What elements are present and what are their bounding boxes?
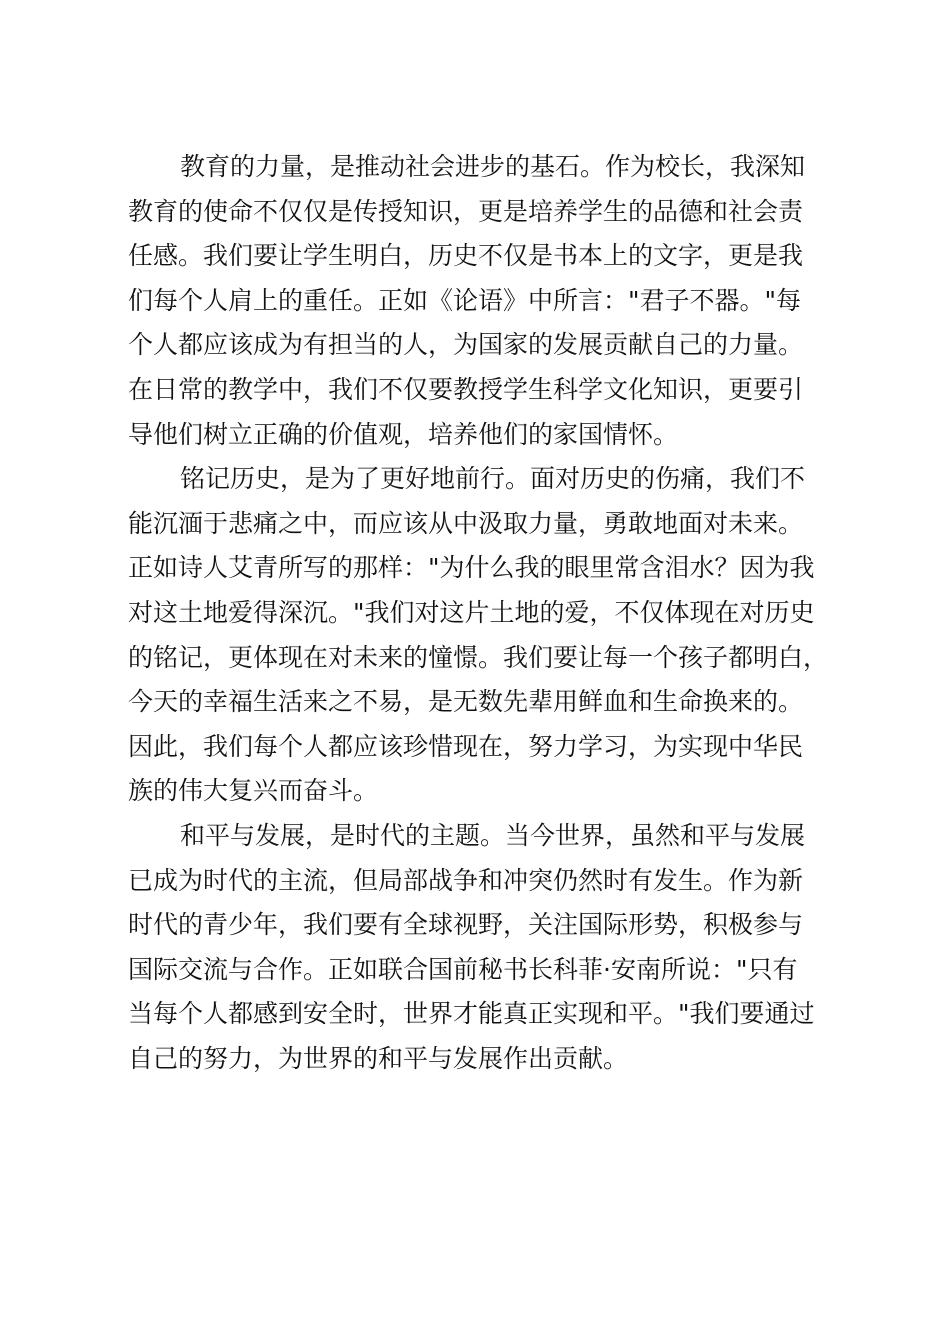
text-line: 的铭记，更体现在对未来的憧憬。我们要让每一个孩子都明白， [128, 642, 829, 672]
paragraph-peace [128, 814, 838, 1082]
text-line: 正如诗人艾青所写的那样："为什么我的眼里常含泪水？因为我 [128, 553, 815, 583]
text-line: 导他们树立正确的价值观，培养他们的家国情怀。 [128, 419, 679, 449]
text-line: 因此，我们每个人都应该珍惜现在，努力学习，为实现中华民 [128, 731, 804, 761]
text-line: 在日常的教学中，我们不仅要教授学生科学文化知识，更要引 [128, 374, 804, 404]
text-line: 们每个人肩上的重任。正如《论语》中所言："君子不器。"每 [128, 285, 802, 315]
text-line: 当每个人都感到安全时，世界才能真正实现和平。"我们要通过 [128, 999, 815, 1029]
text-line: 铭记历史，是为了更好地前行。面对历史的伤痛，我们不 [180, 464, 806, 494]
text-line: 教育的使命不仅仅是传授知识，更是培养学生的品德和社会责 [128, 196, 804, 226]
text-line: 和平与发展，是时代的主题。当今世界，虽然和平与发展 [180, 820, 806, 850]
text-line: 时代的青少年，我们要有全球视野，关注国际形势，积极参与 [128, 910, 804, 940]
paragraph-history [128, 457, 838, 814]
paragraph-education [128, 145, 838, 457]
body-text [128, 145, 838, 1081]
text-line: 今天的幸福生活来之不易，是无数先辈用鲜血和生命换来的。 [128, 687, 804, 717]
text-line: 能沉湎于悲痛之中，而应该从中汲取力量，勇敢地面对未来。 [128, 508, 804, 538]
text-line: 任感。我们要让学生明白，历史不仅是书本上的文字，更是我 [128, 241, 804, 271]
text-line: 族的伟大复兴而奋斗。 [128, 776, 379, 806]
text-line: 国际交流与合作。正如联合国前秘书长科菲·安南所说："只有 [128, 954, 798, 984]
text-line: 教育的力量，是推动社会进步的基石。作为校长，我深知 [180, 152, 806, 181]
text-line: 个人都应该成为有担当的人，为国家的发展贡献自己的力量。 [128, 330, 804, 360]
text-line: 自己的努力，为世界的和平与发展作出贡献。 [128, 1043, 629, 1073]
text-line: 已成为时代的主流，但局部战争和冲突仍然时有发生。作为新 [128, 865, 804, 895]
text-line: 对这土地爱得深沉。"我们对这片土地的爱，不仅体现在对历史 [128, 597, 815, 627]
